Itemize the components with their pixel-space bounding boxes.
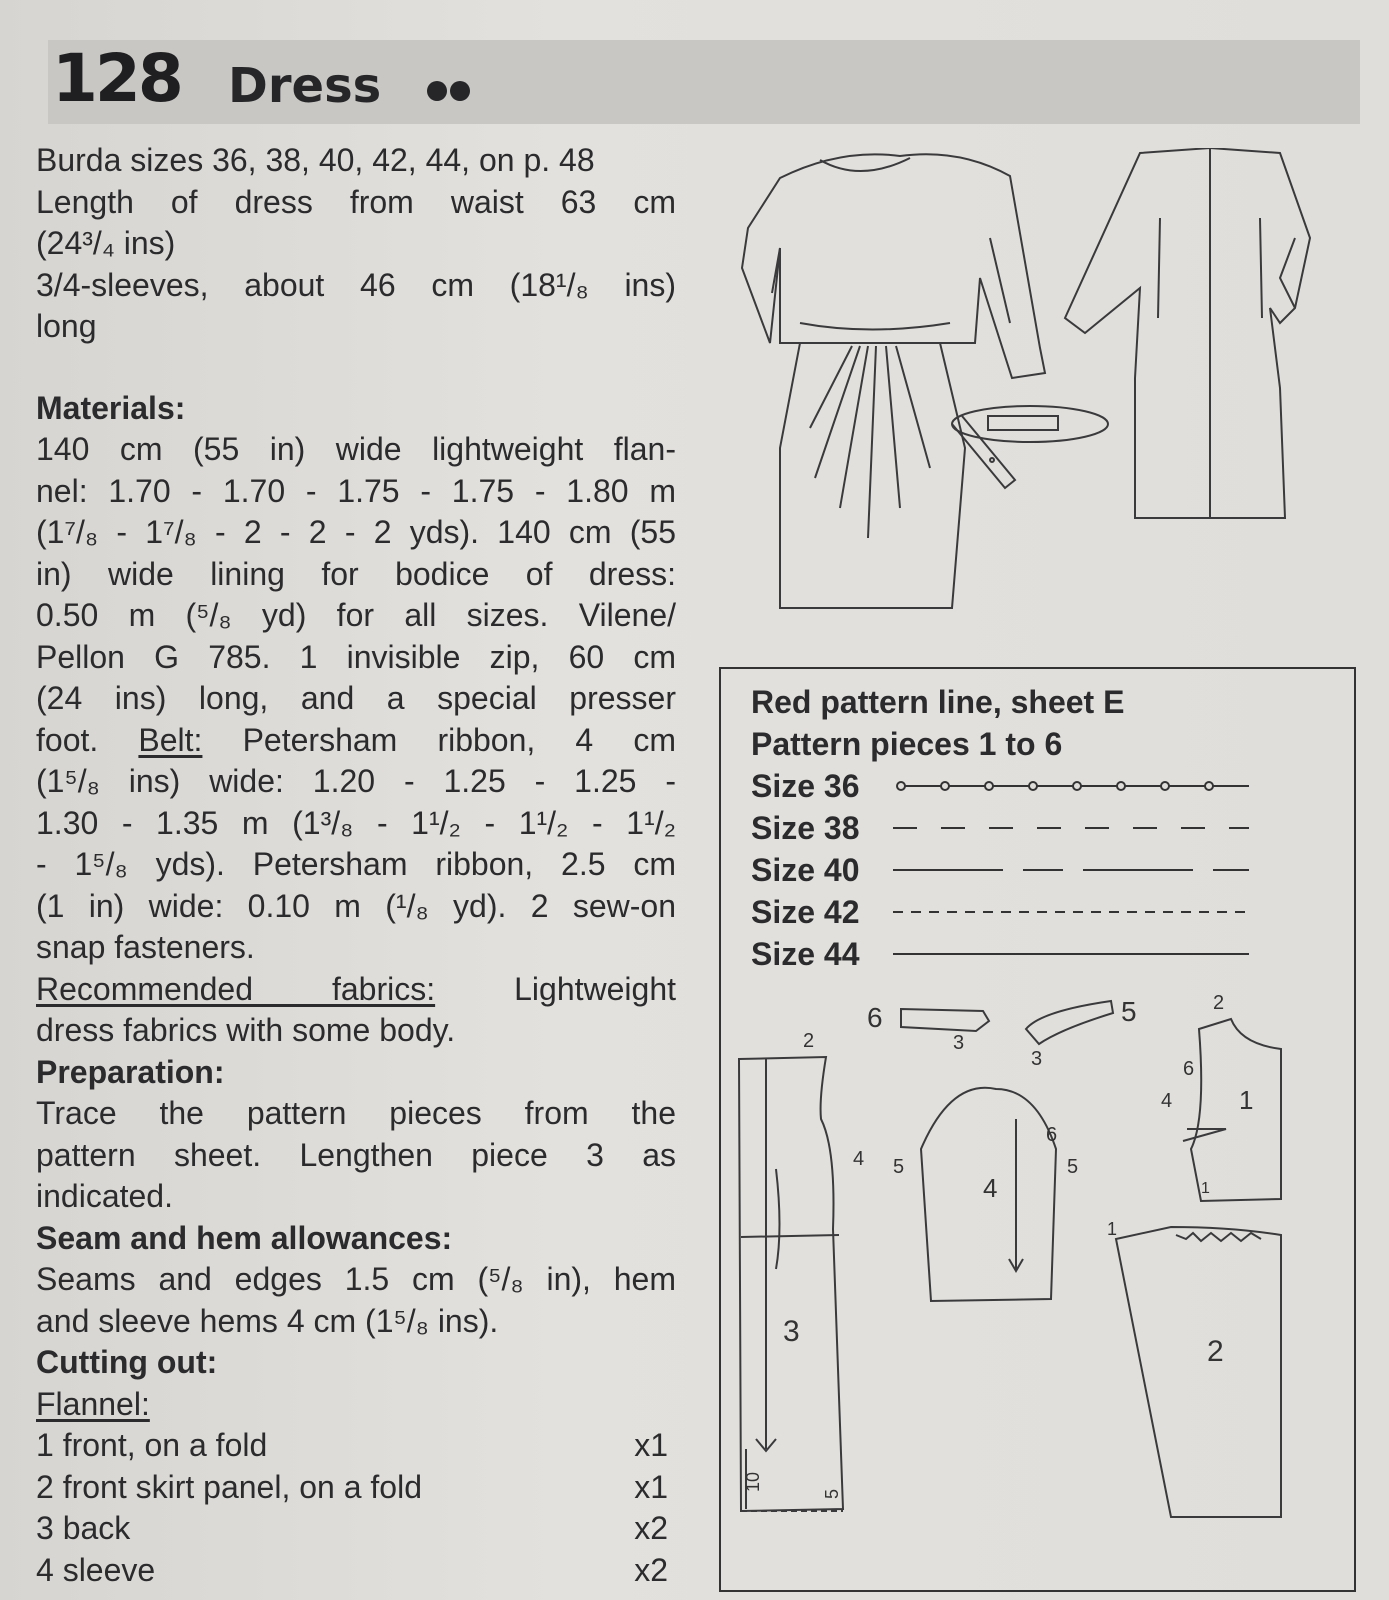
materials-line: 0.50 m (⁵/₈ yd) for all sizes. Vilene/: [36, 597, 676, 633]
flannel-label: Flannel:: [36, 1385, 150, 1422]
belt-drawing: [952, 406, 1108, 488]
materials-line: (24 ins) long, and a special presser: [36, 680, 676, 716]
piece-4: [893, 1088, 1078, 1301]
size-row-40: Size 40: [751, 849, 1249, 891]
notch-label: 5: [893, 1156, 905, 1178]
notch-label: 3: [1031, 1048, 1043, 1070]
hem-mark: 5: [822, 1488, 842, 1499]
materials-line: 1.30 - 1.35 m (1³/₈ - 1¹/₂ - 1¹/₂ - 1¹/₂: [36, 804, 676, 841]
notch-label: 2: [803, 1030, 815, 1052]
belt-label: Belt:: [138, 721, 203, 758]
cutting-item: 2 front skirt panel, on a fold x1: [36, 1468, 668, 1505]
dress-front-drawing: [742, 154, 1045, 608]
sleeves-line: 3/4-sleeves, about 46 cm (18¹/₈ ins): [36, 266, 676, 303]
piece-6: [867, 1002, 989, 1054]
notch-label: 5: [1067, 1156, 1079, 1178]
pattern-legend-box: [719, 667, 1356, 1592]
size-row-36: Size 36: [751, 765, 1249, 807]
dress-back-drawing: [1065, 148, 1310, 518]
pattern-title: Dress: [228, 58, 382, 114]
notch-label: 6: [1046, 1124, 1058, 1146]
preparation-line: Trace the pattern pieces from the: [36, 1095, 676, 1131]
legend: [751, 681, 1249, 975]
cutting-heading: Cutting out:: [36, 1344, 218, 1380]
materials-line: in) wide lining for bodice of dress:: [36, 555, 676, 592]
size-36-line: [893, 778, 1249, 794]
materials-line: Pellon G 785. 1 invisible zip, 60 cm: [36, 638, 676, 675]
notch-label: 4: [853, 1148, 865, 1170]
size-42-line: [893, 904, 1249, 920]
piece-label: 4: [983, 1173, 998, 1203]
legend-pieces-line: Pattern pieces 1 to 6: [751, 726, 1063, 762]
preparation-line: pattern sheet. Lengthen piece 3 as: [36, 1136, 676, 1173]
piece-label: 1: [1239, 1085, 1254, 1115]
piece-label: 3: [783, 1315, 800, 1348]
size-row-42: Size 42: [751, 891, 1249, 933]
size-row-38: Size 38: [751, 807, 1249, 849]
size-40-line: [893, 862, 1249, 878]
piece-label: 6: [867, 1002, 883, 1033]
materials-line: - 1⁵/₈ yds). Petersham ribbon, 2.5 cm: [36, 846, 676, 882]
notch-label: 1: [1201, 1180, 1210, 1197]
size-44-line: [893, 946, 1249, 962]
seams-heading: Seam and hem allowances:: [36, 1219, 453, 1256]
sleeves-line-2: long: [36, 308, 97, 344]
seams-line: and sleeve hems 4 cm (1⁵/₈ ins).: [36, 1302, 499, 1339]
recommended-line-2: dress fabrics with some body.: [36, 1012, 456, 1048]
piece-5: [1026, 996, 1137, 1070]
sizes-line: Burda sizes 36, 38, 40, 42, 44, on p. 48: [36, 142, 595, 178]
notch-label: 3: [953, 1032, 965, 1054]
notch-label: 6: [1183, 1058, 1195, 1080]
materials-line: (1⁷/₈ - 1⁷/₈ - 2 - 2 - 2 yds). 140 cm (55: [36, 514, 676, 550]
cutting-item: 4 sleeve x2: [36, 1551, 668, 1588]
instructions-column: [36, 140, 676, 1591]
pattern-pieces-diagram: [721, 989, 1354, 1589]
notch-label: 1: [1107, 1219, 1118, 1239]
notch-label: 2: [1213, 992, 1225, 1014]
materials-line: (1 in) wide: 0.10 m (¹/₈ yd). 2 sew-on: [36, 887, 676, 924]
recommended-line: Recommended fabrics: Lightweight: [36, 970, 676, 1007]
piece-2: [1107, 1219, 1281, 1517]
materials-heading: Materials:: [36, 389, 186, 426]
materials-line: snap fasteners.: [36, 929, 255, 965]
pattern-number: 128: [52, 40, 181, 117]
length-line: Length of dress from waist 63 cm: [36, 183, 676, 220]
piece-1: [1161, 992, 1281, 1201]
hem-mark: 10: [743, 1471, 763, 1492]
piece-3: [739, 1030, 864, 1511]
length-line-2: (24³/₄ ins): [36, 225, 176, 261]
piece-label: 2: [1207, 1335, 1224, 1368]
preparation-line: indicated.: [36, 1178, 173, 1214]
dress-illustration: [740, 148, 1350, 628]
notch-label: 4: [1161, 1090, 1173, 1112]
difficulty-dots: [424, 80, 484, 102]
piece-label: 5: [1121, 996, 1137, 1027]
materials-line: nel: 1.70 - 1.70 - 1.75 - 1.75 - 1.80 m: [36, 472, 676, 509]
cutting-item: 3 back x2: [36, 1510, 668, 1546]
belt-line: foot. Belt: Petersham ribbon, 4 cm: [36, 721, 677, 758]
seams-line: Seams and edges 1.5 cm (⁵/₈ in), hem: [36, 1261, 676, 1297]
preparation-heading: Preparation:: [36, 1053, 225, 1090]
size-38-line: [893, 820, 1249, 836]
cutting-item: 1 front, on a fold x1: [36, 1427, 668, 1463]
legend-sheet-line: Red pattern line, sheet E: [751, 684, 1125, 720]
size-row-44: Size 44: [751, 933, 1249, 975]
materials-line: (1⁵/₈ ins) wide: 1.20 - 1.25 - 1.25 -: [36, 763, 676, 799]
materials-line: 140 cm (55 in) wide lightweight flan-: [36, 431, 676, 467]
recommended-label: Recommended fabrics:: [36, 970, 436, 1007]
